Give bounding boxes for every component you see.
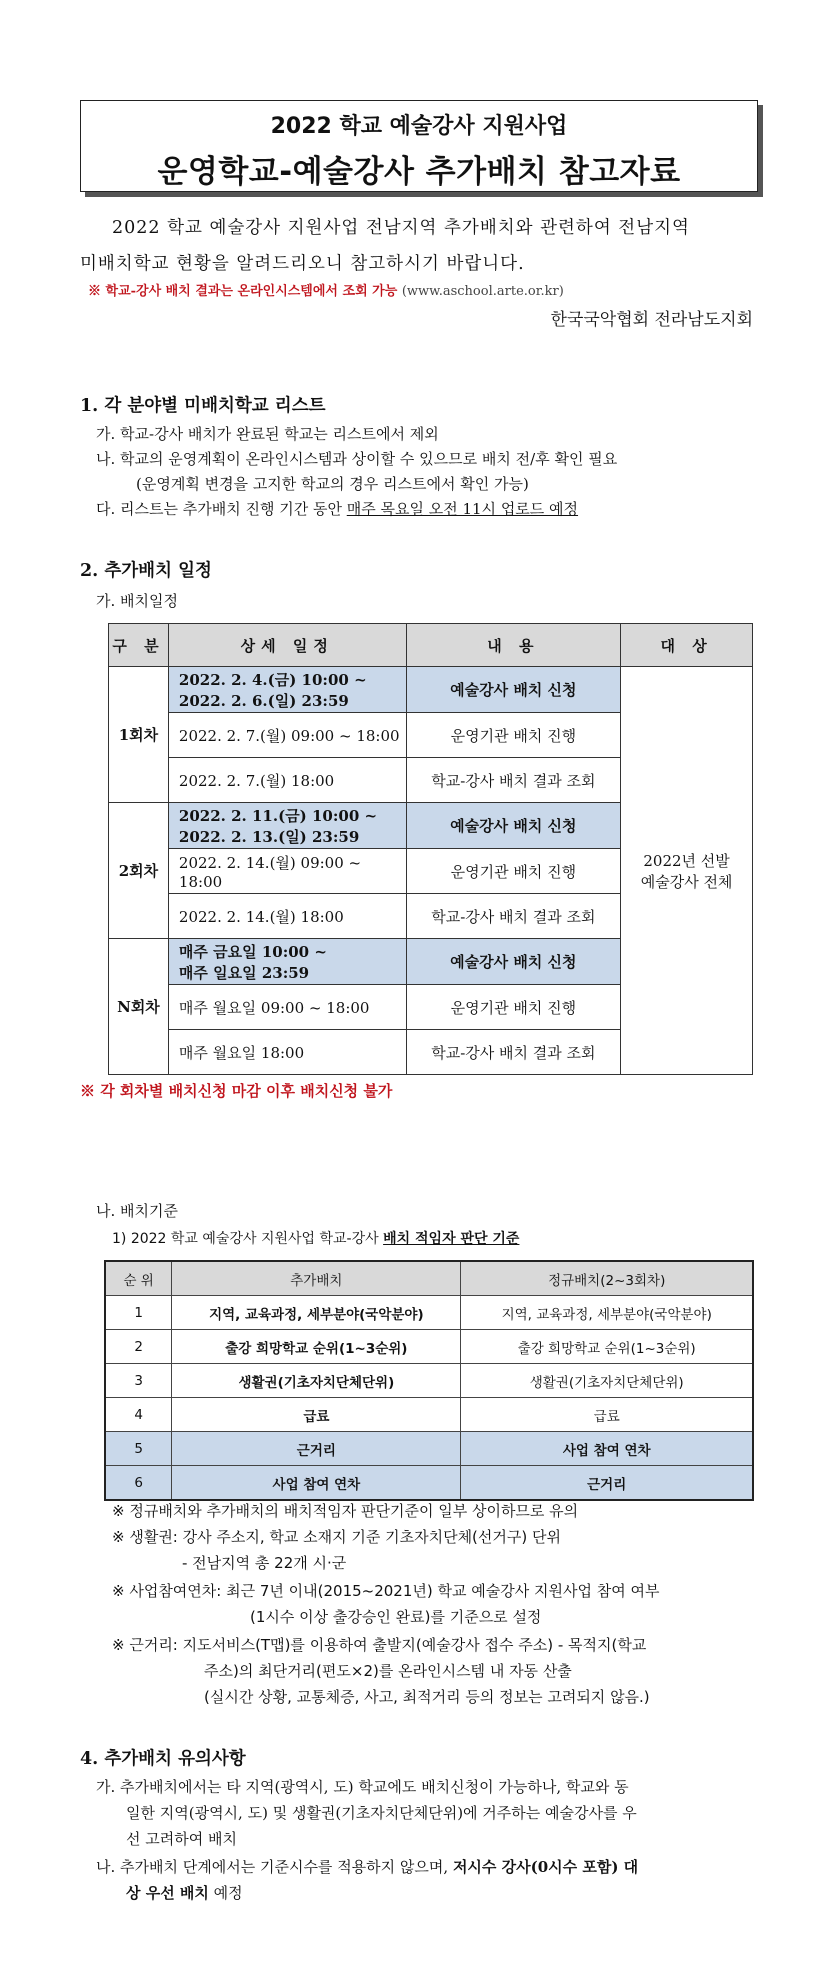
section1-item-c-underlined: 매주 목요일 오전 11시 업로드 예정 (346, 500, 579, 518)
intro-paragraph (80, 210, 760, 282)
section1-item-c-text: 다. 리스트는 추가배치 진행 기간 동안 (96, 500, 347, 518)
target-cell (621, 667, 753, 1075)
additional-cell: 사업 참여 연차 (172, 1466, 461, 1501)
date-end: 매주 일요일 23:59 (178, 963, 310, 982)
criteria-header-row (105, 1261, 753, 1296)
section4-item-b-bold2: 상 우선 배치 (126, 1884, 209, 1902)
schedule-content: 예술강사 배치 신청 (406, 939, 621, 985)
table-row (105, 1466, 753, 1501)
schedule-date: 매주 월요일 09:00 ~ 18:00 (168, 985, 406, 1030)
table-row (105, 1330, 753, 1364)
schedule-content: 학교-강사 배치 결과 조회 (406, 894, 621, 939)
section2-heading: 2. 추가배치 일정 (80, 561, 212, 581)
rank-cell: 6 (105, 1466, 172, 1501)
header-detail: 상세 일정 (168, 624, 406, 667)
section1-item-b: 나. 학교의 운영계획이 온라인시스템과 상이할 수 있으므로 배치 전/후 확인 필요 (96, 450, 618, 468)
criteria-note-4-sub2: (실시간 상황, 교통체증, 사고, 최적거리 등의 정보는 고려되지 않음.) (204, 1688, 650, 1706)
schedule-date: 2022. 2. 7.(월) 09:00 ~ 18:00 (168, 713, 406, 758)
regular-cell: 급료 (461, 1398, 753, 1432)
criteria-note-4: ※ 근거리: 지도서비스(T맵)를 이용하여 출발지(예술강사 접수 주소) - 목적지(학교 (112, 1636, 647, 1654)
round-n-label: N회차 (109, 939, 169, 1075)
additional-cell: 지역, 교육과정, 세부분야(국악분야) (172, 1296, 461, 1330)
round-2-label: 2회차 (109, 803, 169, 939)
schedule-date (168, 803, 406, 849)
table-row (105, 1432, 753, 1466)
criteria-note-1: ※ 정규배치와 추가배치의 배치적임자 판단기준이 일부 상이하므로 유의 (112, 1502, 579, 1520)
rank-cell: 4 (105, 1398, 172, 1432)
rank-cell: 3 (105, 1364, 172, 1398)
header-additional: 추가배치 (172, 1261, 461, 1296)
schedule-table (108, 623, 753, 1075)
section4-item-a-line3: 선 고려하여 배치 (126, 1830, 237, 1848)
table-row (105, 1296, 753, 1330)
date-start: 매주 금요일 10:00 ~ (178, 942, 327, 961)
criteria-note-3: ※ 사업참여연차: 최근 7년 이내(2015~2021년) 학교 예술강사 지원사업 참여 여부 (112, 1582, 660, 1600)
section4-item-b-text: 나. 추가배치 단계에서는 기준시수를 적용하지 않으며, (96, 1858, 453, 1876)
section4-heading: 4. 추가배치 유의사항 (80, 1749, 246, 1769)
additional-cell: 생활권(기초자치단체단위) (172, 1364, 461, 1398)
section1-item-a: 가. 학교-강사 배치가 완료된 학교는 리스트에서 제외 (96, 425, 439, 443)
criteria-note-2: ※ 생활권: 강사 주소지, 학교 소재지 기준 기초자치단체(선거구) 단위 (112, 1528, 561, 1546)
criteria-intro (112, 1228, 519, 1248)
criteria-intro-text: 1) 2022 학교 예술강사 지원사업 학교-강사 (112, 1231, 384, 1247)
regular-cell: 근거리 (461, 1466, 753, 1501)
criteria-note-3-sub: (1시수 이상 출강승인 완료)를 기준으로 설정 (250, 1608, 542, 1626)
header-regular: 정규배치(2~3회차) (461, 1261, 753, 1296)
title-box (80, 100, 758, 192)
schedule-content: 운영기관 배치 진행 (406, 985, 621, 1030)
criteria-table (104, 1260, 754, 1501)
organization-name: 한국국악협회 전라남도지회 (550, 310, 753, 330)
round-1-label: 1회차 (109, 667, 169, 803)
date-end: 2022. 2. 13.(일) 23:59 (178, 827, 360, 846)
table-row (105, 1398, 753, 1432)
header-rank: 순 위 (105, 1261, 172, 1296)
result-note-text: ※ 학교-강사 배치 결과는 온라인시스템에서 조회 가능 (88, 284, 398, 299)
header-content: 내 용 (406, 624, 621, 667)
header-division: 구 분 (109, 624, 169, 667)
section1-item-c (96, 498, 578, 519)
schedule-content: 학교-강사 배치 결과 조회 (406, 758, 621, 803)
schedule-date (168, 939, 406, 985)
section4-item-b-end: 예정 (208, 1884, 243, 1902)
additional-cell: 근거리 (172, 1432, 461, 1466)
criteria-intro-underlined: 배치 적임자 판단 기준 (383, 1231, 520, 1247)
schedule-date: 2022. 2. 14.(월) 09:00 ~ 18:00 (168, 849, 406, 894)
section4-item-b-line1 (96, 1856, 638, 1877)
schedule-content: 운영기관 배치 진행 (406, 849, 621, 894)
schedule-content: 예술강사 배치 신청 (406, 803, 621, 849)
criteria-note-2-sub: - 전남지역 총 22개 시·군 (182, 1554, 347, 1572)
regular-cell: 지역, 교육과정, 세부분야(국악분야) (461, 1296, 753, 1330)
deadline-warning: ※ 각 회차별 배치신청 마감 이후 배치신청 불가 (80, 1082, 393, 1100)
section4-item-b-bold: 저시수 강사(0시수 포함) 대 (452, 1858, 639, 1876)
title-line-2: 운영학교-예술강사 추가배치 참고자료 (157, 154, 681, 190)
table-row (105, 1364, 753, 1398)
date-start: 2022. 2. 4.(금) 10:00 ~ (178, 670, 367, 689)
intro-line-1: 2022 학교 예술강사 지원사업 전남지역 추가배치와 관련하여 전남지역 (112, 218, 690, 238)
criteria-subheading: 나. 배치기준 (96, 1202, 178, 1220)
additional-cell: 출강 희망학교 순위(1~3순위) (172, 1330, 461, 1364)
regular-cell: 사업 참여 연차 (461, 1432, 753, 1466)
regular-cell: 출강 희망학교 순위(1~3순위) (461, 1330, 753, 1364)
result-note-url: (www.aschool.arte.or.kr) (401, 284, 564, 299)
criteria-note-4-sub1: 주소)의 최단거리(편도×2)를 온라인시스템 내 자동 산출 (204, 1662, 572, 1680)
schedule-content: 학교-강사 배치 결과 조회 (406, 1030, 621, 1075)
schedule-subheading: 가. 배치일정 (96, 592, 178, 610)
section1-heading: 1. 각 분야별 미배치학교 리스트 (80, 396, 326, 416)
schedule-content: 예술강사 배치 신청 (406, 667, 621, 713)
header-target: 대 상 (621, 624, 753, 667)
schedule-header-row (109, 624, 753, 667)
regular-cell: 생활권(기초자치단체단위) (461, 1364, 753, 1398)
rank-cell: 5 (105, 1432, 172, 1466)
schedule-content: 운영기관 배치 진행 (406, 713, 621, 758)
section4-item-b-line2 (126, 1882, 243, 1903)
date-start: 2022. 2. 11.(금) 10:00 ~ (178, 806, 378, 825)
section4-item-a-line1: 가. 추가배치에서는 타 지역(광역시, 도) 학교에도 배치신청이 가능하나, 학교와 동 (96, 1778, 629, 1796)
result-note (88, 280, 564, 299)
rank-cell: 2 (105, 1330, 172, 1364)
schedule-date (168, 667, 406, 713)
schedule-date: 2022. 2. 14.(월) 18:00 (168, 894, 406, 939)
schedule-date: 2022. 2. 7.(월) 18:00 (168, 758, 406, 803)
target-line-2: 예술강사 전체 (640, 872, 733, 891)
intro-line-2: 미배치학교 현황을 알려드리오니 참고하시기 바랍니다. (80, 254, 525, 274)
section4-item-a-line2: 일한 지역(광역시, 도) 및 생활권(기초자치단체단위)에 거주하는 예술강사를 우 (126, 1804, 637, 1822)
section1-item-b2: (운영계획 변경을 고지한 학교의 경우 리스트에서 확인 가능) (136, 475, 529, 493)
schedule-date: 매주 월요일 18:00 (168, 1030, 406, 1075)
title-line-1: 2022 학교 예술강사 지원사업 (270, 114, 568, 139)
table-row (109, 667, 753, 713)
rank-cell: 1 (105, 1296, 172, 1330)
target-line-1: 2022년 선발 (643, 851, 730, 870)
date-end: 2022. 2. 6.(일) 23:59 (178, 691, 349, 710)
additional-cell: 급료 (172, 1398, 461, 1432)
